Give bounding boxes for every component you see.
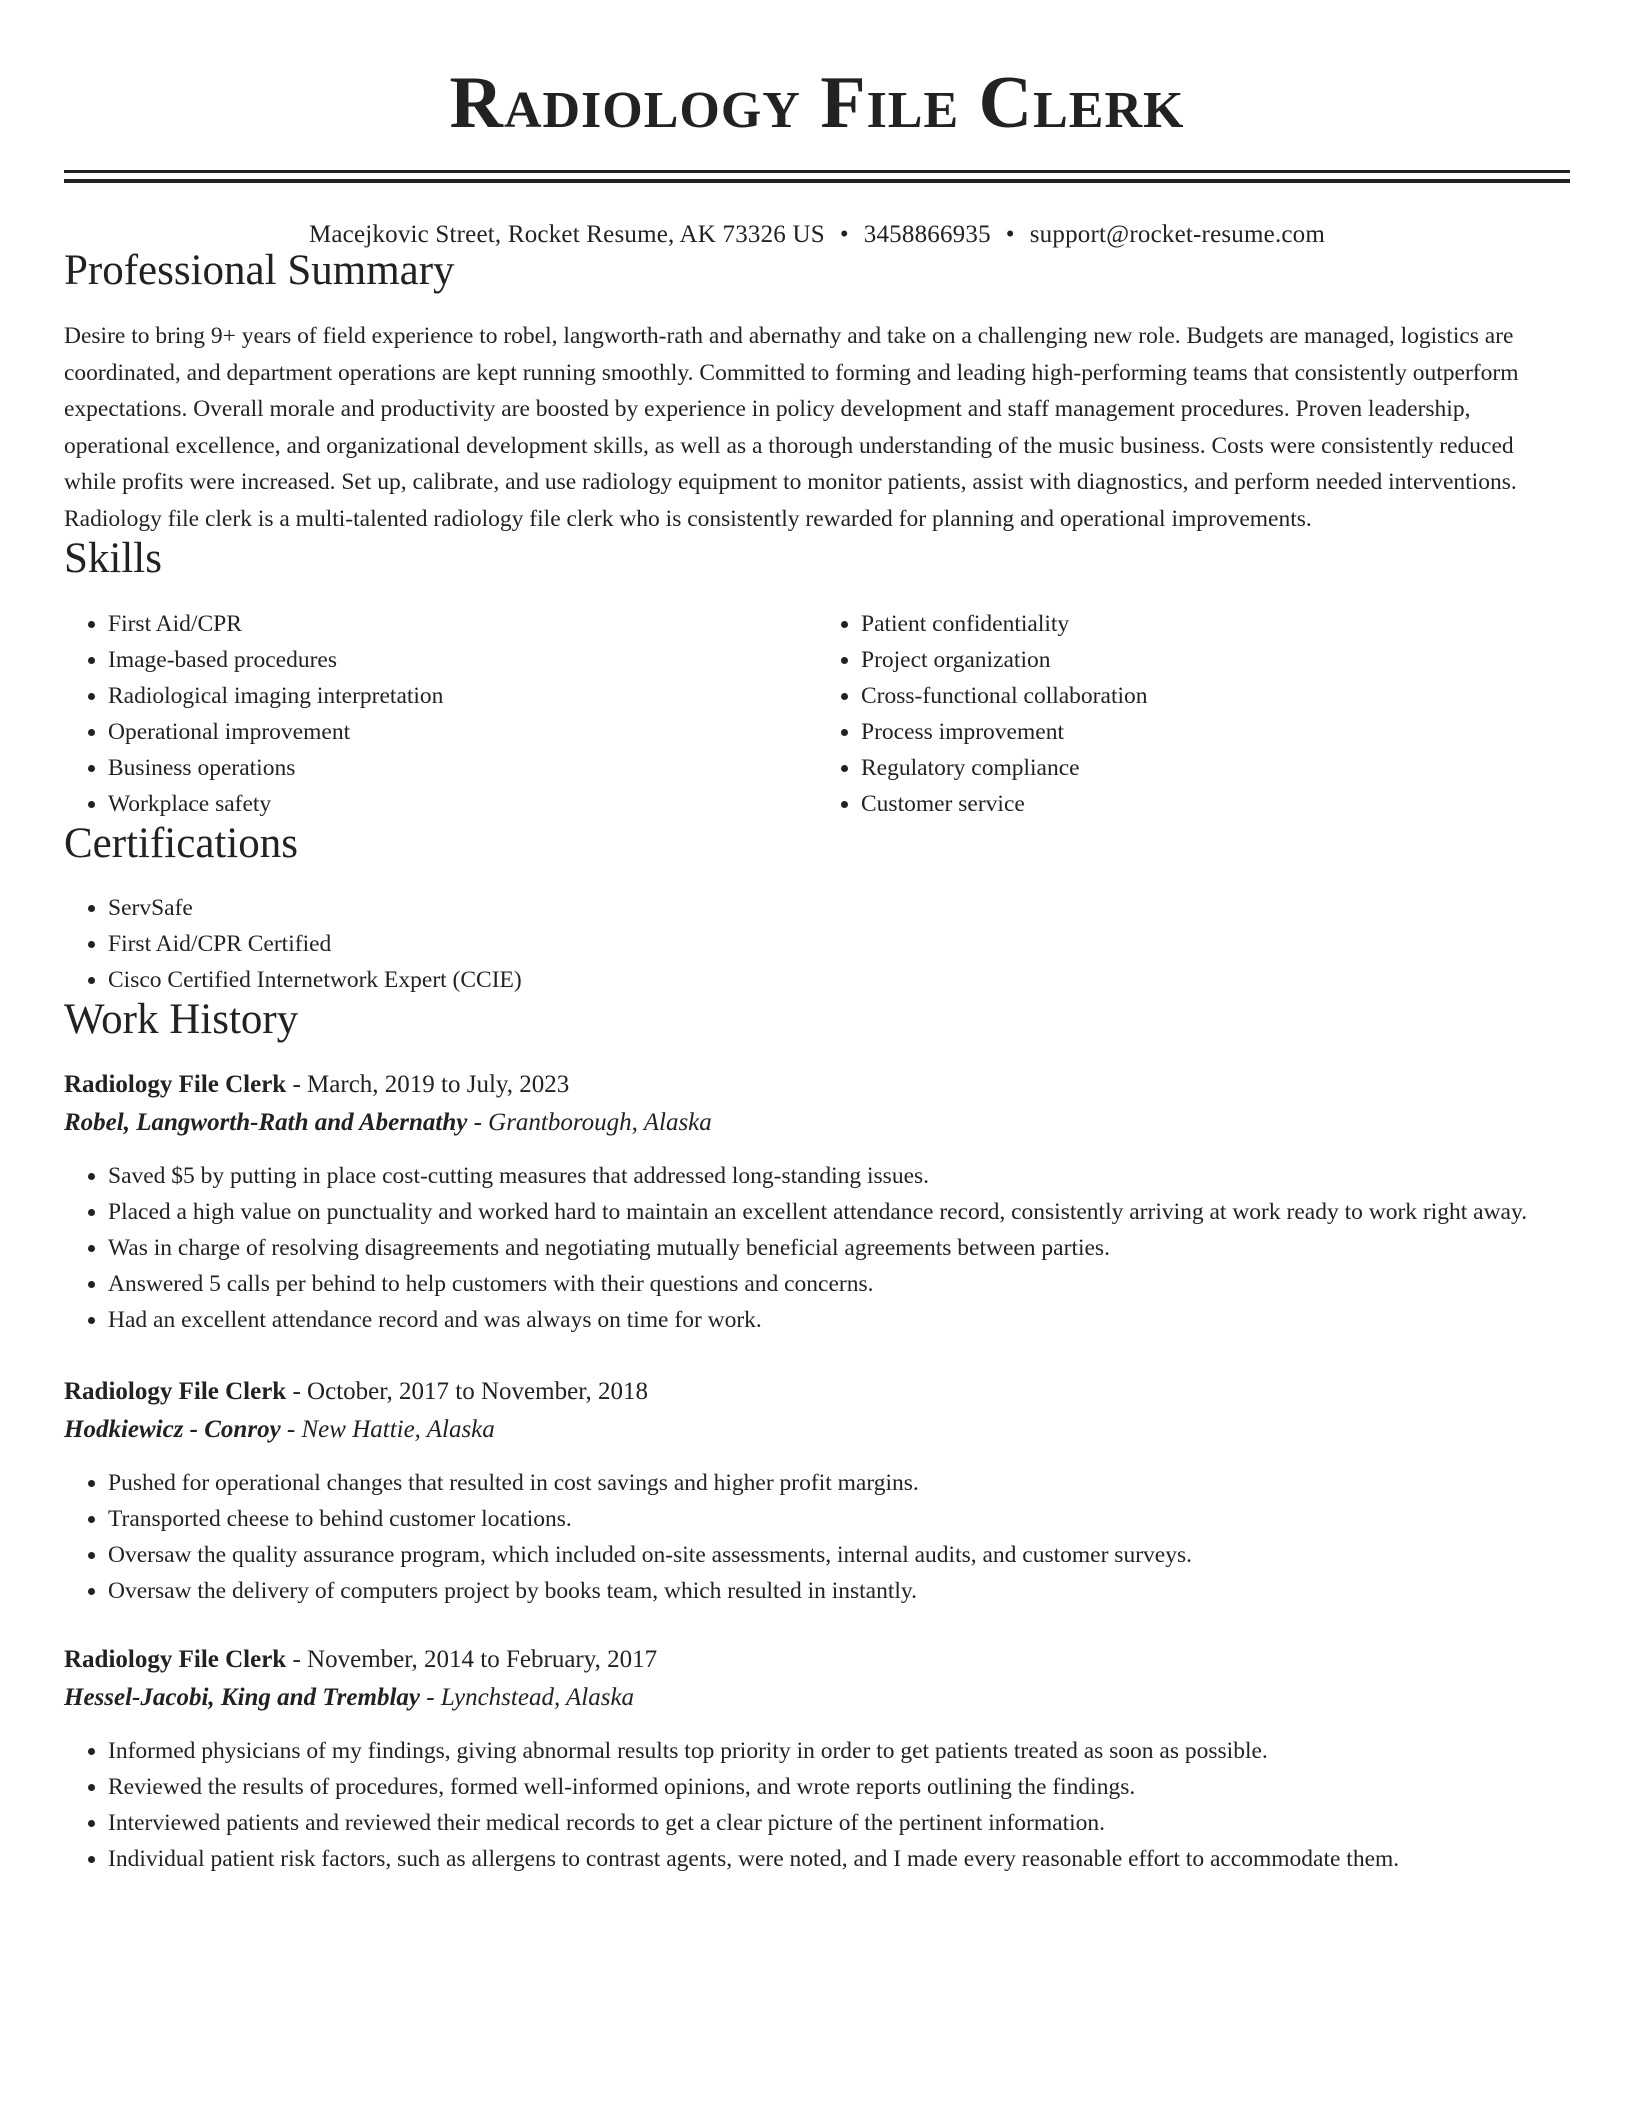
skills-heading: Skills xyxy=(64,535,162,582)
skills-list-left xyxy=(64,606,817,822)
resume-content xyxy=(64,0,1570,1877)
job-bullets xyxy=(64,1158,1570,1338)
skill-item: • Project organization xyxy=(861,642,1570,678)
job-bullet: • Answered 5 calls per behind to help customers with their questions and concerns. xyxy=(108,1266,1570,1302)
skill-item: • Process improvement xyxy=(861,714,1570,750)
skills-list-right xyxy=(817,606,1570,822)
job-entry xyxy=(64,1373,1570,1609)
job-dates: - March, 2019 to July, 2023 xyxy=(286,1071,570,1098)
skill-item: • Customer service xyxy=(861,786,1570,822)
job-company-line xyxy=(64,1679,1570,1717)
job-title-line xyxy=(64,1066,1570,1104)
job-company: Hodkiewicz - Conroy xyxy=(64,1416,281,1443)
job-bullet: • Transported cheese to behind customer locations. xyxy=(108,1501,1570,1537)
job-location: - Grantborough, Alaska xyxy=(467,1109,712,1136)
certification-item: • First Aid/CPR Certified xyxy=(108,926,1570,962)
job-company-line xyxy=(64,1104,1570,1142)
skill-item: • Regulatory compliance xyxy=(861,750,1570,786)
skill-item: • Workplace safety xyxy=(108,786,817,822)
skill-item: • Radiological imaging interpretation xyxy=(108,678,817,714)
job-company-line xyxy=(64,1411,1570,1449)
job-role: Radiology File Clerk xyxy=(64,1378,287,1405)
job-bullet: • Oversaw the quality assurance program, which included on-site assessments, internal audits, and customer surveys. xyxy=(108,1537,1570,1573)
certifications-list xyxy=(64,890,1570,998)
job-entry xyxy=(64,1641,1570,1877)
job-entry xyxy=(64,1066,1570,1338)
job-company: Robel, Langworth-Rath and Abernathy xyxy=(64,1109,468,1136)
job-dates: - October, 2017 to November, 2018 xyxy=(286,1378,649,1405)
job-dates: - November, 2014 to February, 2017 xyxy=(286,1646,658,1673)
summary-text: Desire to bring 9+ years of field experience to robel, langworth-rath and abernathy and take on a challenging new role. Budgets are managed, logistics are coordinated, and department operations are kept running smoothly. Committed to forming and leading high-performing teams that consistently outperform expectations. Overall morale and productivity are boosted by experience in policy development and staff management procedures. Proven leadership, operational excellence, and organizational development skills, as well as a thorough understanding of the music business. Costs were consistently reduced while profits were increased. Set up, calibrate, and use radiology equipment to monitor patients, assist with diagnostics, and perform needed interventions. Radiology file clerk is a multi-talented radiology file clerk who is consistently rewarded for planning and operational improvements. xyxy=(64,323,1519,532)
job-bullet: • Was in charge of resolving disagreements and negotiating mutually beneficial agreements between parties. xyxy=(108,1230,1570,1266)
contact-phone: 3458866935 xyxy=(863,221,991,248)
header-divider-thick xyxy=(64,179,1570,183)
contact-email: support@rocket-resume.com xyxy=(1029,221,1326,248)
contact-address: Macejkovic Street, Rocket Resume, AK 73326 US xyxy=(308,221,825,248)
job-bullet: • Individual patient risk factors, such as allergens to contrast agents, were noted, and I made every reasonable effort to accommodate them. xyxy=(108,1841,1570,1877)
candidate-name: Radiology File Clerk xyxy=(449,62,1185,144)
job-location: - New Hattie, Alaska xyxy=(280,1416,495,1443)
job-bullet: • Pushed for operational changes that resulted in cost savings and higher profit margins. xyxy=(108,1465,1570,1501)
certification-item: • Cisco Certified Internetwork Expert (CCIE) xyxy=(108,962,1570,998)
work-history-heading: Work History xyxy=(64,996,299,1043)
skill-item: • Cross-functional collaboration xyxy=(861,678,1570,714)
contact-line xyxy=(64,221,1570,249)
job-company: Hessel-Jacobi, King and Tremblay xyxy=(64,1684,420,1711)
certification-item: • ServSafe xyxy=(108,890,1570,926)
job-role: Radiology File Clerk xyxy=(64,1071,287,1098)
job-bullet: • Saved $5 by putting in place cost-cutting measures that addressed long-standing issues. xyxy=(108,1158,1570,1194)
job-bullet: • Interviewed patients and reviewed their medical records to get a clear picture of the pertinent information. xyxy=(108,1805,1570,1841)
skill-item: • Business operations xyxy=(108,750,817,786)
job-title-line xyxy=(64,1641,1570,1679)
skill-item: • First Aid/CPR xyxy=(108,606,817,642)
contact-separator: • xyxy=(1005,221,1015,248)
skill-item: • Image-based procedures xyxy=(108,642,817,678)
job-bullets xyxy=(64,1733,1570,1877)
job-bullet: • Placed a high value on punctuality and worked hard to maintain an excellent attendance record, consistently arriving at work ready to work right away. xyxy=(108,1194,1570,1230)
job-bullets xyxy=(64,1465,1570,1609)
skills-columns xyxy=(64,606,1570,822)
job-bullet: • Had an excellent attendance record and was always on time for work. xyxy=(108,1302,1570,1338)
summary-heading: Professional Summary xyxy=(64,247,455,294)
skill-item: • Patient confidentiality xyxy=(861,606,1570,642)
job-bullet: • Reviewed the results of procedures, formed well-informed opinions, and wrote reports outlining the findings. xyxy=(108,1769,1570,1805)
contact-separator: • xyxy=(839,221,849,248)
job-title-line xyxy=(64,1373,1570,1411)
job-location: - Lynchstead, Alaska xyxy=(420,1684,635,1711)
job-bullet: • Informed physicians of my findings, giving abnormal results top priority in order to get patients treated as soon as possible. xyxy=(108,1733,1570,1769)
certifications-heading: Certifications xyxy=(64,820,299,867)
header-divider-thin xyxy=(64,170,1570,173)
job-bullet: • Oversaw the delivery of computers project by books team, which resulted in instantly. xyxy=(108,1573,1570,1609)
job-role: Radiology File Clerk xyxy=(64,1646,287,1673)
skill-item: • Operational improvement xyxy=(108,714,817,750)
